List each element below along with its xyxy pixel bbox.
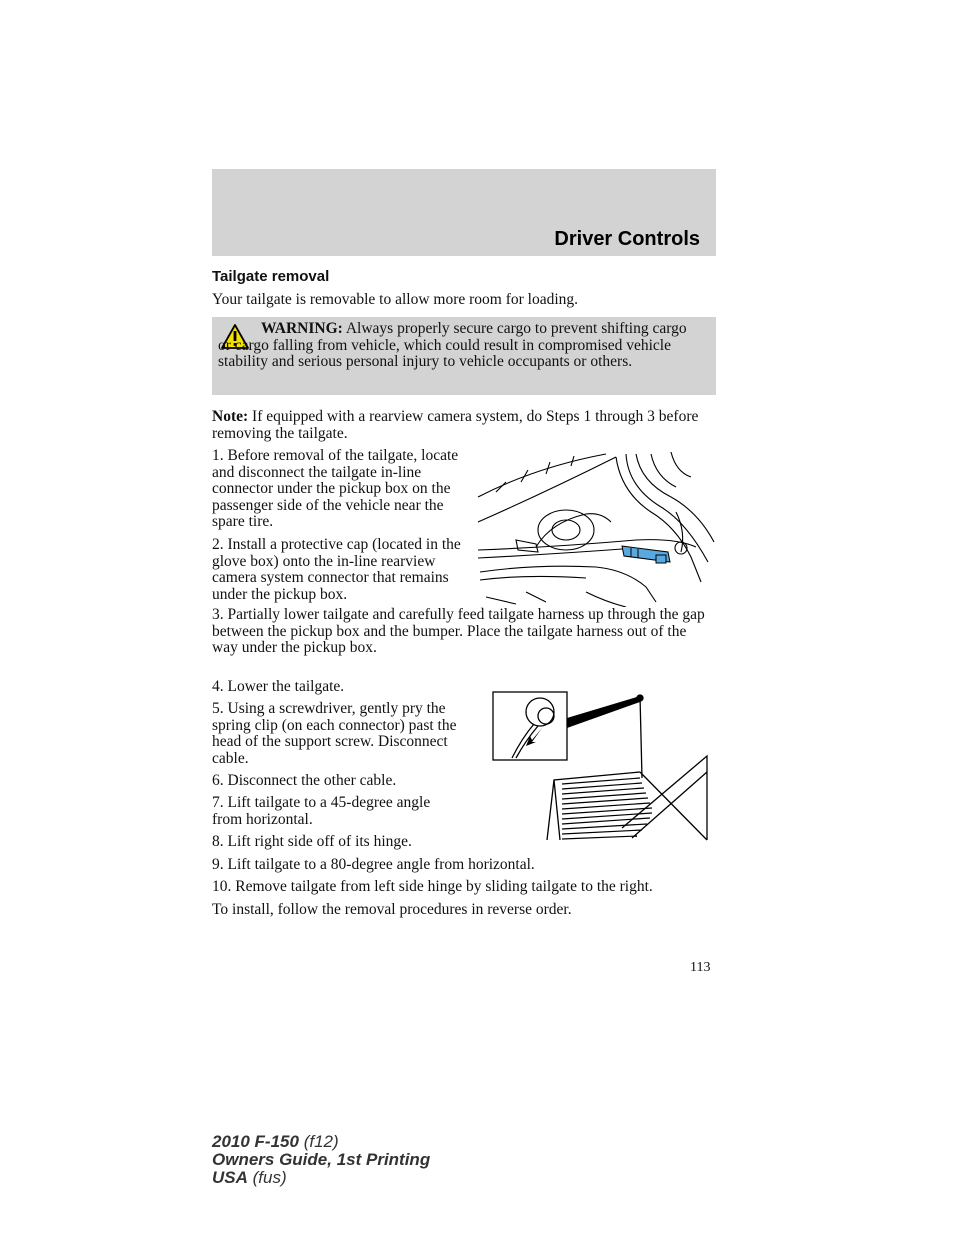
footer-line-1 (212, 1133, 430, 1151)
note-body: If equipped with a rearview camera system, do Steps 1 through 3 before removing the tailgate. (212, 408, 699, 442)
warning-text (218, 321, 692, 371)
step-3-text: 3. Partially lower tailgate and carefully feed tailgate harness up through the gap between the pickup box and the bumper. Place the tailgate harness out of the way under the pickup box. (212, 606, 705, 656)
footer-region: USA (212, 1168, 248, 1187)
warning-body: Always properly secure cargo to prevent shifting cargo or cargo falling from vehicle, which could result in compromised vehicle stability and serious personal injury to vehicle occupants or others. (218, 320, 687, 370)
page-number: 113 (690, 960, 711, 975)
connector-location-illustration (476, 452, 716, 607)
footer-line-2: Owners Guide, 1st Printing (212, 1150, 431, 1169)
note-label: Note: (212, 408, 249, 425)
tailgate-cable-illustration (492, 688, 710, 844)
header-band (212, 169, 716, 256)
step-10: 10. Remove tailgate from left side hinge by sliding tailgate to the right. (212, 878, 653, 895)
step-6: 6. Disconnect the other cable. (212, 772, 397, 789)
footer-model: 2010 F-150 (212, 1132, 299, 1151)
footer (212, 1133, 430, 1187)
closing-text: To install, follow the removal procedures in reverse order. (212, 901, 572, 918)
step-5: 5. Using a screwdriver, gently pry the spring clip (on each connector) past the head of the support screw. Disconnect cable. (212, 700, 457, 767)
footer-model-code: (f12) (303, 1132, 339, 1151)
step-3 (212, 607, 716, 657)
step-2: 2. Install a protective cap (located in the glove box) onto the in-line rearview camera system connector that remains under the pickup box. (212, 536, 461, 603)
step-1: 1. Before removal of the tailgate, locate and disconnect the tailgate in-line connector under the pickup box on the passenger side of the vehicle near the spare tire. (212, 447, 459, 530)
footer-line-3 (212, 1169, 430, 1187)
warning-label: WARNING: (261, 320, 343, 337)
subheading: Tailgate removal (212, 268, 330, 285)
step-9: 9. Lift tailgate to a 80-degree angle from horizontal. (212, 856, 535, 873)
step-4: 4. Lower the tailgate. (212, 678, 345, 695)
intro-text: Your tailgate is removable to allow more room for loading. (212, 291, 579, 308)
section-title: Driver Controls (554, 228, 700, 250)
footer-region-code: (fus) (252, 1168, 287, 1187)
step-8: 8. Lift right side off of its hinge. (212, 833, 412, 850)
warning-box (212, 317, 716, 395)
step-7: 7. Lift tailgate to a 45-degree angle from horizontal. (212, 794, 431, 828)
note-text (212, 409, 716, 442)
